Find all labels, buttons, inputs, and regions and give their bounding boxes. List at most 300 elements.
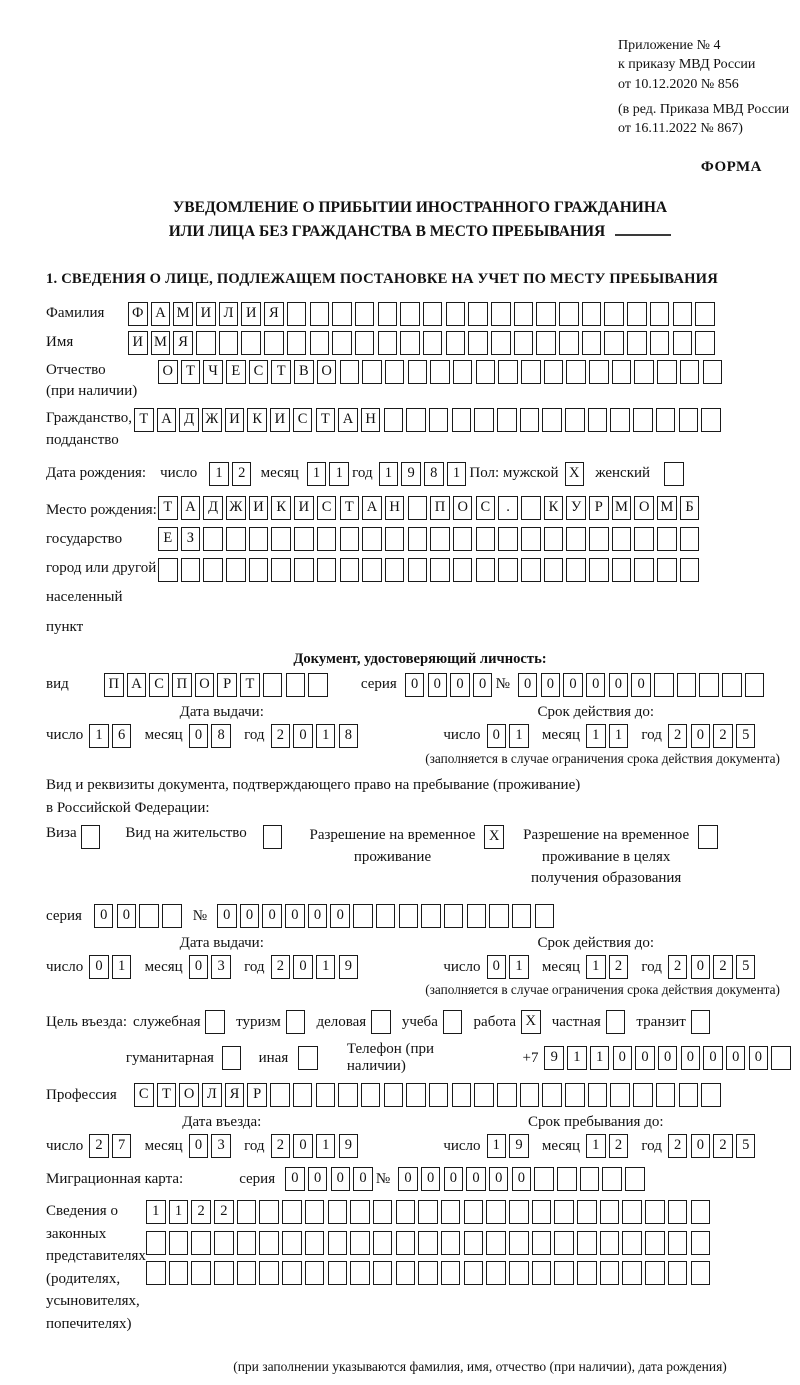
char-cell[interactable] — [701, 408, 721, 432]
char-cell[interactable] — [310, 302, 330, 326]
char-cell[interactable]: 1 — [209, 462, 229, 486]
char-cell[interactable] — [650, 331, 670, 355]
char-cell[interactable] — [509, 1261, 529, 1285]
char-cell[interactable]: 2 — [713, 955, 733, 979]
char-cell[interactable]: 0 — [541, 673, 561, 697]
char-cell[interactable] — [656, 408, 676, 432]
char-cell[interactable]: Е — [158, 527, 178, 551]
char-cell[interactable] — [249, 527, 269, 551]
char-cell[interactable]: 1 — [487, 1134, 507, 1158]
residence-permit-checkbox[interactable] — [263, 825, 286, 849]
char-cell[interactable] — [589, 360, 609, 384]
char-cell[interactable] — [532, 1261, 552, 1285]
char-cell[interactable]: 0 — [94, 904, 114, 928]
char-cell[interactable]: О — [158, 360, 178, 384]
char-cell[interactable]: 2 — [271, 724, 291, 748]
char-cell[interactable]: 8 — [339, 724, 359, 748]
char-cell[interactable]: Ж — [202, 408, 222, 432]
char-cell[interactable] — [263, 673, 283, 697]
char-cell[interactable] — [452, 408, 472, 432]
char-cell[interactable] — [691, 1261, 711, 1285]
char-cell[interactable] — [305, 1200, 325, 1224]
char-cell[interactable] — [544, 360, 564, 384]
char-cell[interactable] — [535, 904, 555, 928]
char-cell[interactable] — [271, 558, 291, 582]
char-cell[interactable]: Ч — [203, 360, 223, 384]
char-cell[interactable]: 1 — [307, 462, 327, 486]
char-cell[interactable] — [282, 1200, 302, 1224]
char-cell[interactable] — [536, 331, 556, 355]
char-cell[interactable]: 1 — [609, 724, 629, 748]
char-cell[interactable] — [509, 1200, 529, 1224]
char-cell[interactable] — [340, 360, 360, 384]
char-cell[interactable] — [645, 1200, 665, 1224]
char-cell[interactable] — [355, 302, 375, 326]
visa-checkbox[interactable] — [81, 825, 104, 849]
char-cell[interactable] — [384, 408, 404, 432]
char-cell[interactable]: 5 — [736, 724, 756, 748]
char-cell[interactable]: 0 — [117, 904, 137, 928]
char-cell[interactable]: А — [362, 496, 382, 520]
char-cell[interactable] — [214, 1231, 234, 1255]
char-cell[interactable] — [622, 1200, 642, 1224]
char-cell[interactable] — [633, 1083, 653, 1107]
char-cell[interactable]: 0 — [405, 673, 425, 697]
char-cell[interactable]: Я — [173, 331, 193, 355]
char-cell[interactable] — [520, 408, 540, 432]
char-cell[interactable] — [520, 1083, 540, 1107]
char-cell[interactable]: 0 — [613, 1046, 633, 1070]
char-cell[interactable]: 3 — [211, 1134, 231, 1158]
residence-issue-day-input[interactable] — [89, 955, 134, 979]
char-cell[interactable] — [542, 408, 562, 432]
char-cell[interactable]: 0 — [512, 1167, 532, 1191]
char-cell[interactable] — [408, 558, 428, 582]
char-cell[interactable]: С — [149, 673, 169, 697]
char-cell[interactable] — [679, 408, 699, 432]
char-cell[interactable] — [146, 1231, 166, 1255]
char-cell[interactable]: Я — [225, 1083, 245, 1107]
valid-year-input[interactable] — [668, 724, 759, 748]
char-cell[interactable] — [317, 527, 337, 551]
char-cell[interactable] — [362, 558, 382, 582]
char-cell[interactable] — [241, 331, 261, 355]
char-cell[interactable]: 2 — [713, 1134, 733, 1158]
char-cell[interactable]: 1 — [316, 724, 336, 748]
char-cell[interactable]: 2 — [609, 1134, 629, 1158]
char-cell[interactable] — [673, 302, 693, 326]
birth-year-input[interactable] — [379, 462, 470, 486]
edu-residence-checkbox[interactable] — [698, 825, 721, 849]
char-cell[interactable]: К — [271, 496, 291, 520]
char-cell[interactable]: 1 — [316, 955, 336, 979]
char-cell[interactable] — [680, 558, 700, 582]
char-cell[interactable] — [691, 1010, 711, 1034]
char-cell[interactable] — [270, 1083, 290, 1107]
char-cell[interactable]: 0 — [308, 904, 328, 928]
char-cell[interactable]: 2 — [214, 1200, 234, 1224]
char-cell[interactable] — [634, 527, 654, 551]
char-cell[interactable] — [373, 1231, 393, 1255]
char-cell[interactable]: 0 — [217, 904, 237, 928]
char-cell[interactable] — [657, 558, 677, 582]
char-cell[interactable]: 6 — [112, 724, 132, 748]
char-cell[interactable] — [378, 302, 398, 326]
char-cell[interactable]: 1 — [586, 724, 606, 748]
char-cell[interactable] — [532, 1200, 552, 1224]
char-cell[interactable] — [602, 1167, 622, 1191]
char-cell[interactable] — [205, 1010, 225, 1034]
char-cell[interactable] — [680, 527, 700, 551]
char-cell[interactable]: 3 — [211, 955, 231, 979]
char-cell[interactable] — [81, 825, 101, 849]
char-cell[interactable] — [657, 527, 677, 551]
char-cell[interactable]: 0 — [293, 724, 313, 748]
char-cell[interactable]: 0 — [450, 673, 470, 697]
char-cell[interactable] — [486, 1200, 506, 1224]
char-cell[interactable] — [514, 302, 534, 326]
char-cell[interactable] — [566, 558, 586, 582]
char-cell[interactable]: О — [453, 496, 473, 520]
issue-day-input[interactable] — [89, 724, 134, 748]
char-cell[interactable]: 0 — [285, 1167, 305, 1191]
char-cell[interactable]: 9 — [339, 1134, 359, 1158]
char-cell[interactable] — [310, 331, 330, 355]
purpose-tourism-checkbox[interactable] — [286, 1010, 309, 1034]
char-cell[interactable] — [467, 904, 487, 928]
char-cell[interactable] — [610, 1083, 630, 1107]
char-cell[interactable]: К — [544, 496, 564, 520]
char-cell[interactable] — [196, 331, 216, 355]
char-cell[interactable] — [378, 331, 398, 355]
char-cell[interactable] — [580, 1167, 600, 1191]
char-cell[interactable] — [554, 1231, 574, 1255]
char-cell[interactable] — [406, 408, 426, 432]
char-cell[interactable] — [453, 360, 473, 384]
char-cell[interactable]: Р — [589, 496, 609, 520]
char-cell[interactable]: 1 — [586, 955, 606, 979]
char-cell[interactable] — [316, 1083, 336, 1107]
char-cell[interactable] — [497, 408, 517, 432]
char-cell[interactable]: М — [657, 496, 677, 520]
char-cell[interactable] — [328, 1231, 348, 1255]
char-cell[interactable] — [699, 673, 719, 697]
char-cell[interactable] — [474, 408, 494, 432]
char-cell[interactable]: 0 — [262, 904, 282, 928]
char-cell[interactable] — [441, 1231, 461, 1255]
char-cell[interactable]: Т — [157, 1083, 177, 1107]
char-cell[interactable] — [474, 1083, 494, 1107]
char-cell[interactable]: 0 — [189, 724, 209, 748]
issue-year-input[interactable] — [271, 724, 362, 748]
char-cell[interactable] — [604, 331, 624, 355]
char-cell[interactable] — [634, 360, 654, 384]
char-cell[interactable] — [521, 527, 541, 551]
char-cell[interactable]: Т — [271, 360, 291, 384]
char-cell[interactable]: 1 — [509, 955, 529, 979]
char-cell[interactable]: 9 — [544, 1046, 564, 1070]
char-cell[interactable]: 1 — [316, 1134, 336, 1158]
char-cell[interactable]: 0 — [635, 1046, 655, 1070]
char-cell[interactable]: К — [247, 408, 267, 432]
char-cell[interactable] — [521, 558, 541, 582]
purpose-work-checkbox[interactable] — [521, 1010, 544, 1034]
char-cell[interactable]: 1 — [379, 462, 399, 486]
valid-day-input[interactable] — [487, 724, 532, 748]
char-cell[interactable]: 1 — [329, 462, 349, 486]
char-cell[interactable]: Л — [219, 302, 239, 326]
doc-series-input[interactable] — [405, 673, 496, 697]
char-cell[interactable]: X — [565, 462, 585, 486]
char-cell[interactable] — [385, 527, 405, 551]
char-cell[interactable]: 0 — [691, 955, 711, 979]
char-cell[interactable]: 0 — [89, 955, 109, 979]
char-cell[interactable]: Е — [226, 360, 246, 384]
char-cell[interactable]: 2 — [191, 1200, 211, 1224]
char-cell[interactable]: 0 — [691, 1134, 711, 1158]
char-cell[interactable] — [408, 527, 428, 551]
char-cell[interactable] — [423, 331, 443, 355]
purpose-humanitarian-checkbox[interactable] — [222, 1046, 245, 1070]
entry-day-input[interactable] — [89, 1134, 134, 1158]
char-cell[interactable]: Я — [264, 302, 284, 326]
purpose-transit-checkbox[interactable] — [691, 1010, 714, 1034]
stay-month-input[interactable] — [586, 1134, 631, 1158]
char-cell[interactable] — [554, 1200, 574, 1224]
char-cell[interactable] — [498, 360, 518, 384]
char-cell[interactable] — [418, 1261, 438, 1285]
char-cell[interactable] — [237, 1200, 257, 1224]
char-cell[interactable] — [406, 1083, 426, 1107]
char-cell[interactable]: Н — [361, 408, 381, 432]
char-cell[interactable] — [418, 1200, 438, 1224]
residence-issue-year-input[interactable] — [271, 955, 362, 979]
char-cell[interactable] — [203, 527, 223, 551]
char-cell[interactable]: С — [134, 1083, 154, 1107]
char-cell[interactable] — [532, 1231, 552, 1255]
char-cell[interactable] — [476, 527, 496, 551]
char-cell[interactable] — [408, 496, 428, 520]
char-cell[interactable] — [423, 302, 443, 326]
char-cell[interactable] — [673, 331, 693, 355]
char-cell[interactable]: 1 — [509, 724, 529, 748]
char-cell[interactable]: Т — [340, 496, 360, 520]
char-cell[interactable] — [498, 527, 518, 551]
char-cell[interactable]: X — [521, 1010, 541, 1034]
char-cell[interactable] — [191, 1231, 211, 1255]
residence-number-input[interactable] — [217, 904, 557, 928]
char-cell[interactable] — [680, 360, 700, 384]
char-cell[interactable] — [399, 904, 419, 928]
char-cell[interactable] — [385, 360, 405, 384]
char-cell[interactable]: 2 — [668, 1134, 688, 1158]
char-cell[interactable] — [589, 558, 609, 582]
char-cell[interactable]: П — [104, 673, 124, 697]
char-cell[interactable] — [441, 1261, 461, 1285]
char-cell[interactable]: А — [157, 408, 177, 432]
char-cell[interactable]: 1 — [89, 724, 109, 748]
char-cell[interactable] — [430, 558, 450, 582]
char-cell[interactable]: 1 — [146, 1200, 166, 1224]
char-cell[interactable]: 2 — [713, 724, 733, 748]
char-cell[interactable] — [328, 1261, 348, 1285]
purpose-other-checkbox[interactable] — [298, 1046, 321, 1070]
char-cell[interactable] — [476, 558, 496, 582]
char-cell[interactable]: А — [151, 302, 171, 326]
char-cell[interactable] — [656, 1083, 676, 1107]
residence-issue-month-input[interactable] — [189, 955, 234, 979]
char-cell[interactable] — [464, 1231, 484, 1255]
char-cell[interactable] — [566, 360, 586, 384]
char-cell[interactable] — [361, 1083, 381, 1107]
char-cell[interactable]: 0 — [489, 1167, 509, 1191]
char-cell[interactable] — [286, 673, 306, 697]
char-cell[interactable] — [446, 302, 466, 326]
sex-female-checkbox[interactable] — [664, 462, 687, 486]
char-cell[interactable] — [282, 1231, 302, 1255]
legal-reps-line1-input[interactable] — [146, 1200, 713, 1224]
char-cell[interactable]: И — [270, 408, 290, 432]
char-cell[interactable]: 0 — [586, 673, 606, 697]
char-cell[interactable] — [453, 558, 473, 582]
char-cell[interactable] — [169, 1231, 189, 1255]
char-cell[interactable]: 0 — [631, 673, 651, 697]
char-cell[interactable] — [622, 1261, 642, 1285]
char-cell[interactable]: 1 — [447, 462, 467, 486]
char-cell[interactable] — [577, 1261, 597, 1285]
char-cell[interactable] — [237, 1261, 257, 1285]
char-cell[interactable]: 7 — [112, 1134, 132, 1158]
char-cell[interactable]: X — [484, 825, 504, 849]
char-cell[interactable] — [452, 1083, 472, 1107]
char-cell[interactable] — [441, 1200, 461, 1224]
char-cell[interactable]: 9 — [339, 955, 359, 979]
char-cell[interactable]: 5 — [736, 1134, 756, 1158]
char-cell[interactable] — [340, 527, 360, 551]
char-cell[interactable]: С — [317, 496, 337, 520]
entry-month-input[interactable] — [189, 1134, 234, 1158]
char-cell[interactable] — [408, 360, 428, 384]
char-cell[interactable]: 1 — [586, 1134, 606, 1158]
char-cell[interactable] — [668, 1231, 688, 1255]
char-cell[interactable]: 0 — [189, 1134, 209, 1158]
char-cell[interactable]: С — [249, 360, 269, 384]
char-cell[interactable] — [294, 558, 314, 582]
char-cell[interactable] — [582, 302, 602, 326]
char-cell[interactable] — [362, 360, 382, 384]
char-cell[interactable] — [263, 825, 283, 849]
char-cell[interactable] — [362, 527, 382, 551]
birth-day-input[interactable] — [209, 462, 254, 486]
char-cell[interactable] — [577, 1231, 597, 1255]
char-cell[interactable] — [332, 302, 352, 326]
char-cell[interactable] — [444, 904, 464, 928]
legal-reps-line2-input[interactable] — [146, 1231, 713, 1255]
residence-valid-month-input[interactable] — [586, 955, 631, 979]
char-cell[interactable] — [430, 527, 450, 551]
char-cell[interactable] — [521, 360, 541, 384]
char-cell[interactable] — [544, 558, 564, 582]
char-cell[interactable] — [305, 1261, 325, 1285]
char-cell[interactable]: 0 — [444, 1167, 464, 1191]
purpose-private-checkbox[interactable] — [606, 1010, 629, 1034]
residence-series-input[interactable] — [94, 904, 185, 928]
legal-reps-line3-input[interactable] — [146, 1261, 713, 1285]
char-cell[interactable] — [146, 1261, 166, 1285]
char-cell[interactable]: С — [476, 496, 496, 520]
char-cell[interactable]: М — [151, 331, 171, 355]
char-cell[interactable] — [446, 331, 466, 355]
char-cell[interactable] — [317, 558, 337, 582]
char-cell[interactable]: Б — [680, 496, 700, 520]
char-cell[interactable]: 1 — [169, 1200, 189, 1224]
char-cell[interactable] — [565, 408, 585, 432]
char-cell[interactable]: И — [249, 496, 269, 520]
char-cell[interactable] — [308, 673, 328, 697]
doc-type-input[interactable] — [104, 673, 331, 697]
char-cell[interactable] — [396, 1261, 416, 1285]
char-cell[interactable]: И — [241, 302, 261, 326]
char-cell[interactable] — [668, 1261, 688, 1285]
char-cell[interactable]: 2 — [668, 724, 688, 748]
char-cell[interactable] — [282, 1261, 302, 1285]
char-cell[interactable] — [340, 558, 360, 582]
char-cell[interactable] — [627, 302, 647, 326]
char-cell[interactable] — [606, 1010, 626, 1034]
char-cell[interactable]: 8 — [211, 724, 231, 748]
char-cell[interactable] — [418, 1231, 438, 1255]
char-cell[interactable]: Т — [134, 408, 154, 432]
char-cell[interactable] — [691, 1231, 711, 1255]
char-cell[interactable] — [612, 360, 632, 384]
char-cell[interactable] — [226, 558, 246, 582]
char-cell[interactable]: 0 — [353, 1167, 373, 1191]
char-cell[interactable] — [698, 825, 718, 849]
surname-input[interactable] — [128, 302, 718, 326]
char-cell[interactable] — [396, 1200, 416, 1224]
char-cell[interactable]: И — [225, 408, 245, 432]
profession-input[interactable] — [134, 1083, 724, 1107]
char-cell[interactable] — [645, 1231, 665, 1255]
char-cell[interactable]: 2 — [271, 1134, 291, 1158]
char-cell[interactable]: 9 — [401, 462, 421, 486]
char-cell[interactable] — [486, 1261, 506, 1285]
char-cell[interactable]: 0 — [285, 904, 305, 928]
char-cell[interactable] — [703, 360, 723, 384]
char-cell[interactable] — [400, 302, 420, 326]
stay-year-input[interactable] — [668, 1134, 759, 1158]
char-cell[interactable]: У — [566, 496, 586, 520]
char-cell[interactable]: Л — [202, 1083, 222, 1107]
char-cell[interactable] — [691, 1200, 711, 1224]
char-cell[interactable] — [293, 1083, 313, 1107]
birth-month-input[interactable] — [307, 462, 352, 486]
char-cell[interactable] — [677, 673, 697, 697]
char-cell[interactable]: О — [317, 360, 337, 384]
char-cell[interactable] — [169, 1261, 189, 1285]
char-cell[interactable]: О — [634, 496, 654, 520]
char-cell[interactable] — [385, 558, 405, 582]
char-cell[interactable]: И — [294, 496, 314, 520]
char-cell[interactable]: 0 — [518, 673, 538, 697]
char-cell[interactable]: Т — [316, 408, 336, 432]
char-cell[interactable] — [464, 1261, 484, 1285]
migration-number-input[interactable] — [398, 1167, 648, 1191]
char-cell[interactable] — [589, 527, 609, 551]
residence-valid-year-input[interactable] — [668, 955, 759, 979]
char-cell[interactable] — [222, 1046, 242, 1070]
birth-place-line2-input[interactable] — [158, 527, 703, 551]
